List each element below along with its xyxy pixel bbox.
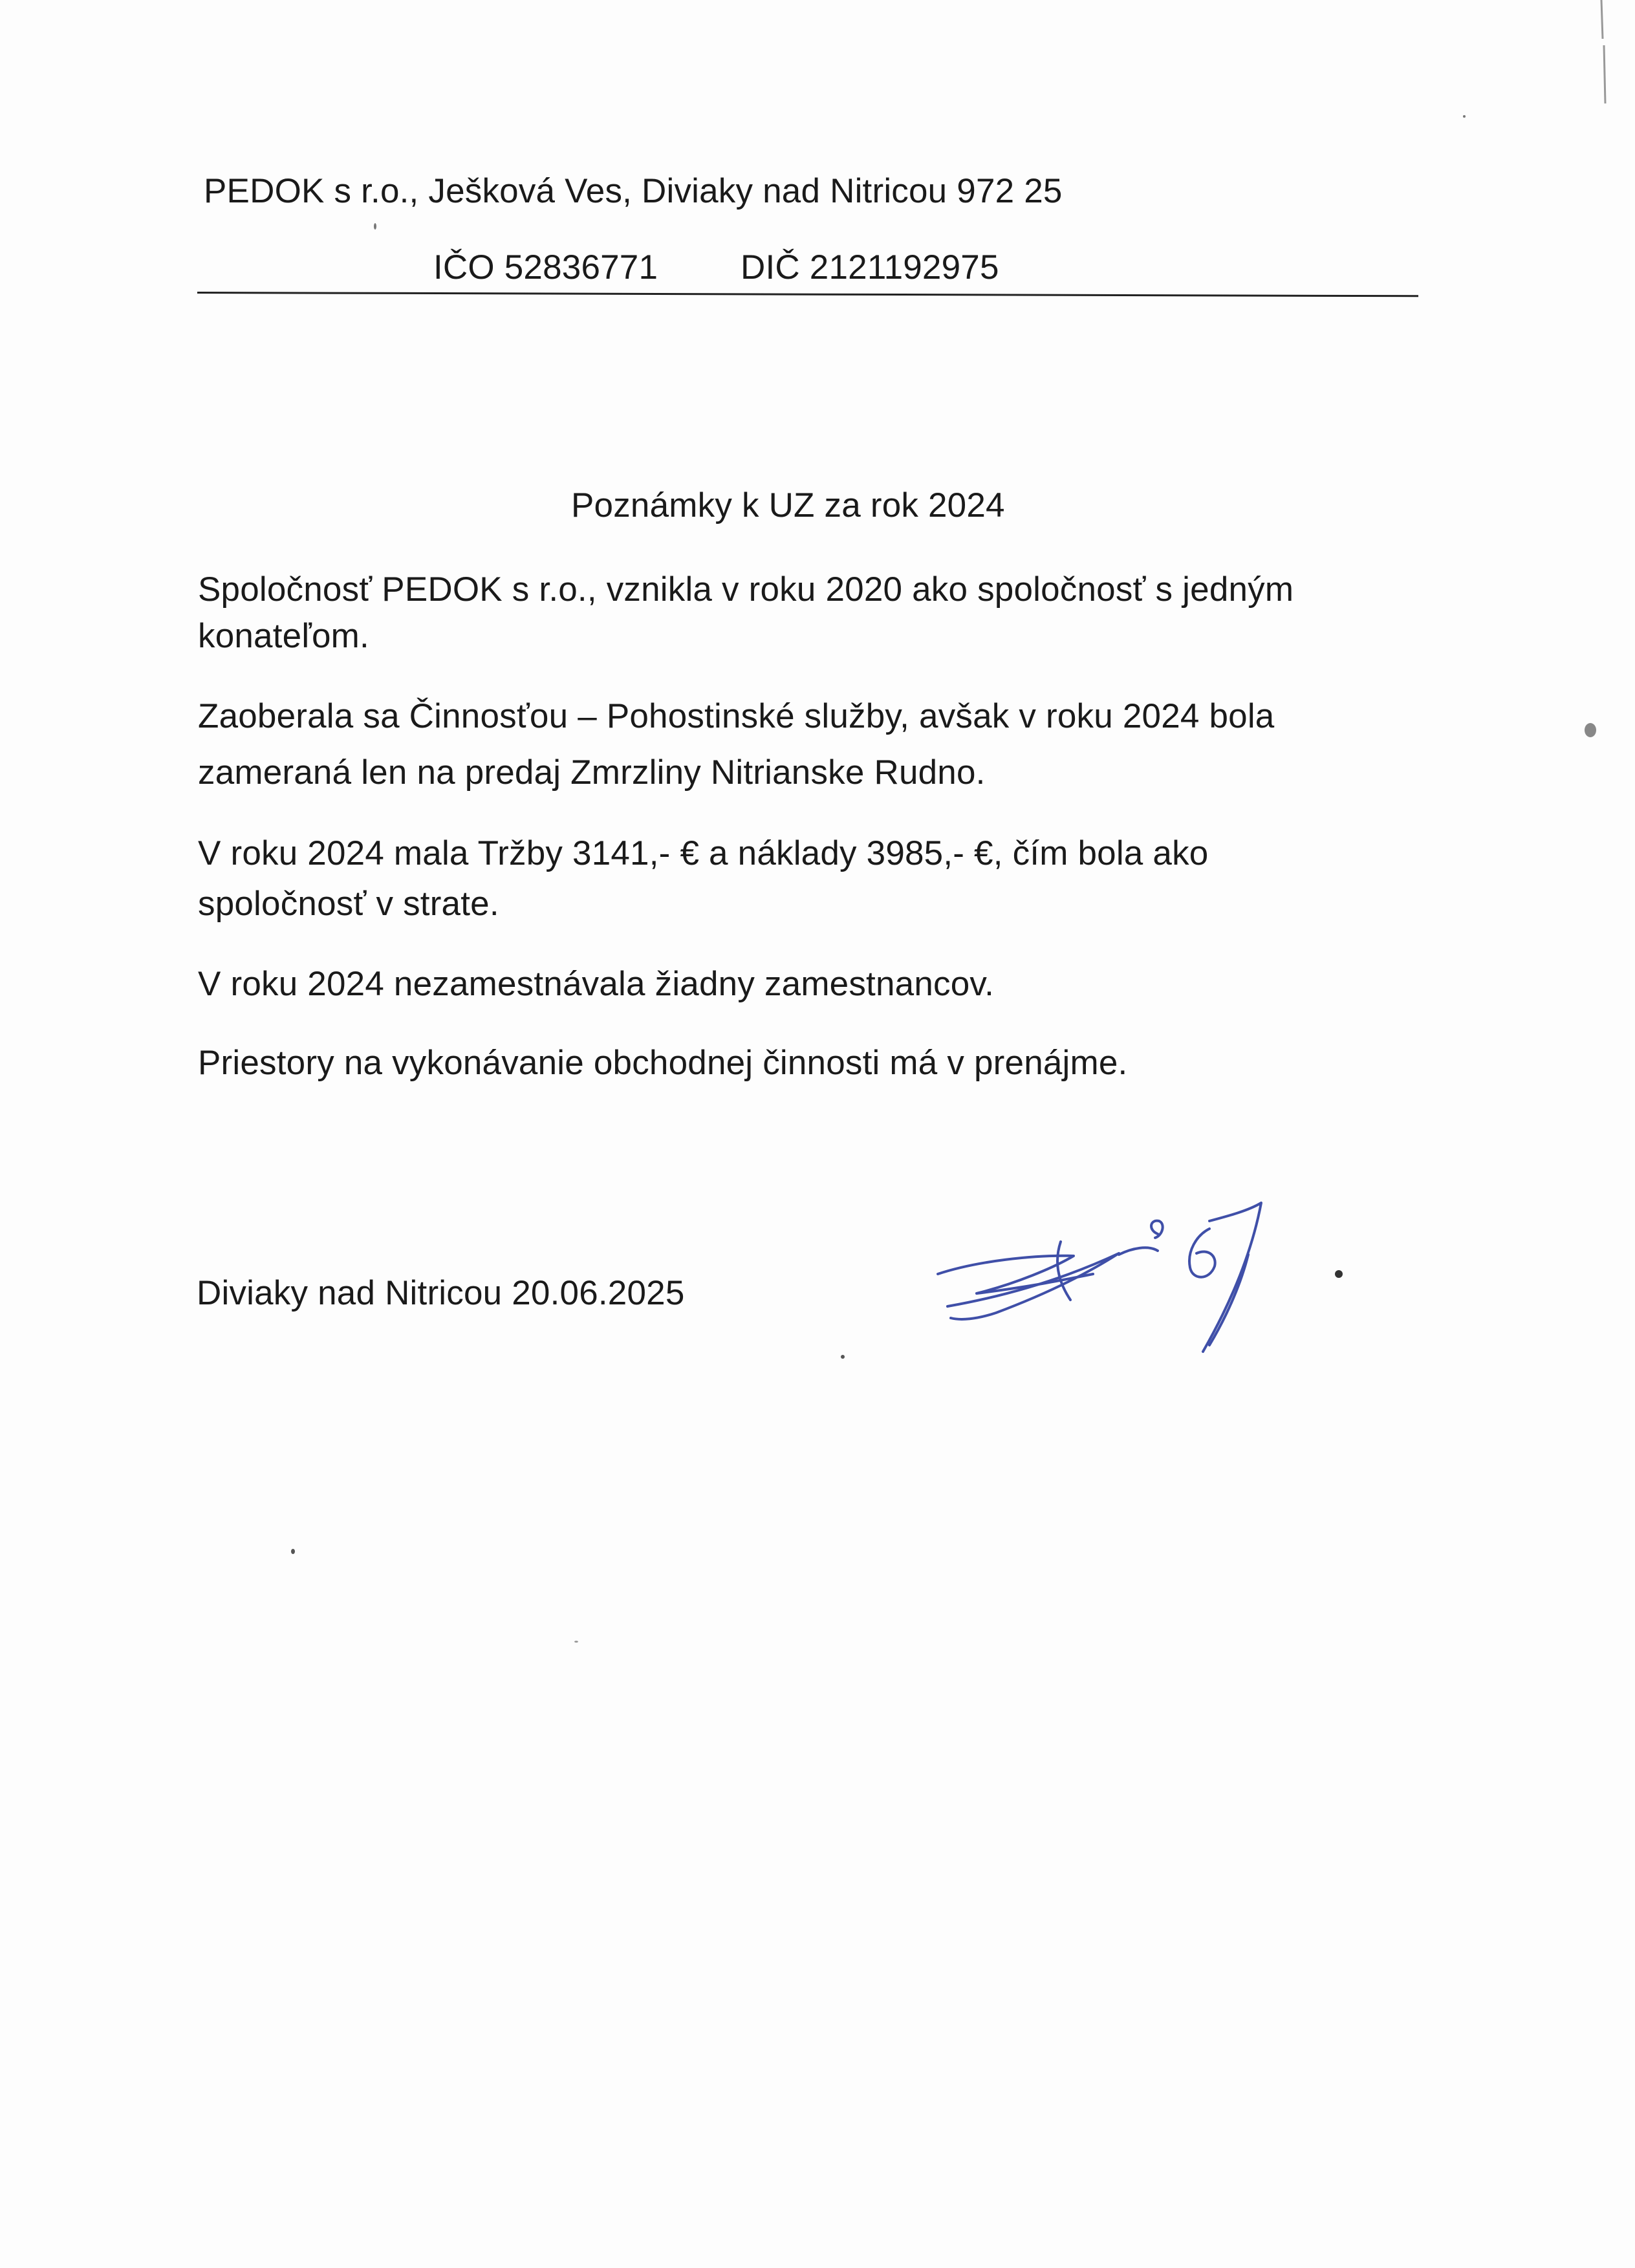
paragraph-3-line-1: V roku 2024 mala Tržby 3141,- € a náklady 3985,- €, čím bola ako xyxy=(198,834,1209,872)
paragraph-1-line-2: konateľom. xyxy=(198,617,369,655)
paragraph-1-line-1: Spoločnosť PEDOK s r.o., vznikla v roku 2020 ako spoločnosť s jedným xyxy=(198,570,1294,609)
header-divider xyxy=(197,292,1418,297)
place-and-date: Diviaky nad Nitricou 20.06.2025 xyxy=(197,1274,685,1312)
company-ico: IČO 52836771 xyxy=(433,248,658,286)
document-title: Poznámky k UZ za rok 2024 xyxy=(571,486,1005,524)
paragraph-3-line-2: spoločnosť v strate. xyxy=(198,885,499,923)
paragraph-4: V roku 2024 nezamestnávala žiadny zamestnancov. xyxy=(198,965,995,1003)
paragraph-2-line-2: zameraná len na predaj Zmrzliny Nitrianske Rudno. xyxy=(198,753,986,792)
paragraph-2-line-1: Zaoberala sa Činnosťou – Pohostinské služby, avšak v roku 2024 bola xyxy=(198,697,1275,735)
scan-edge-marks xyxy=(1597,0,1610,110)
company-address: PEDOK s r.o., Ješková Ves, Diviaky nad Nitricou 972 25 xyxy=(204,172,1063,210)
signature-icon xyxy=(925,1183,1365,1403)
paragraph-5: Priestory na vykonávanie obchodnej činnosti má v prenájme. xyxy=(198,1044,1128,1082)
company-dic: DIČ 2121192975 xyxy=(741,248,999,286)
